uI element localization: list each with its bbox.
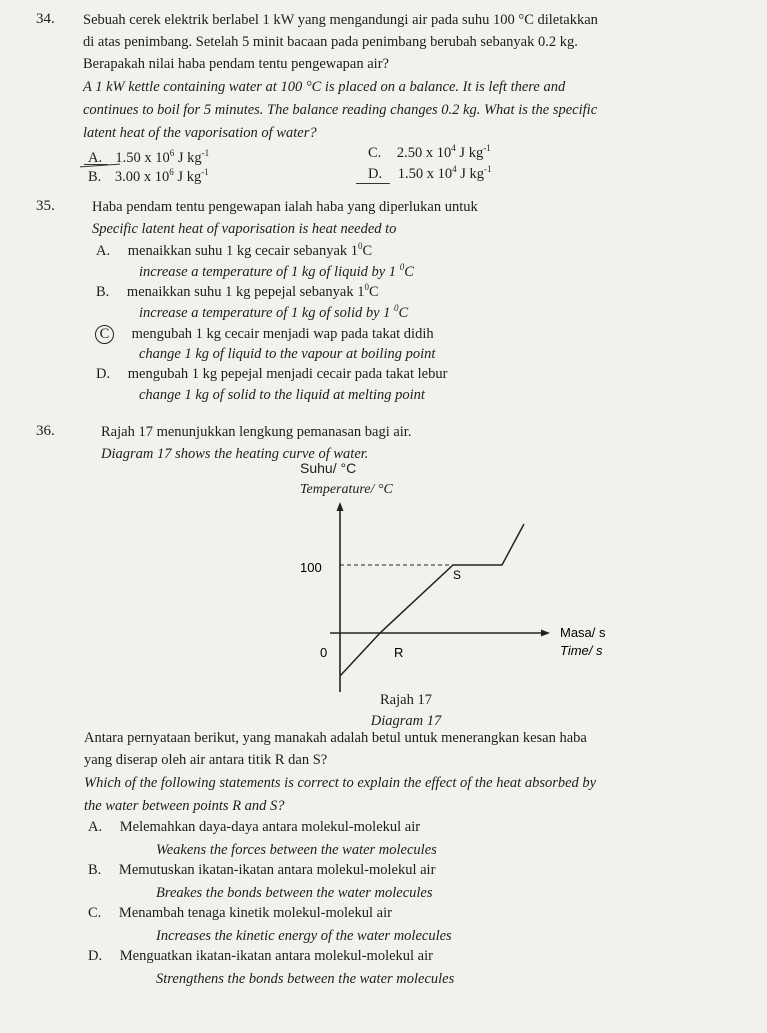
point-s-label: S: [453, 568, 462, 582]
q35-option-a-en: increase a temperature of 1 kg of liquid by 1 $^0$C: [139, 262, 414, 280]
q35-ms-stem: Haba pendam tentu pengewapan ialah haba yang diperlukan untuk: [92, 199, 478, 215]
x-label-en: Time/ s: [560, 643, 603, 658]
q35-option-b[interactable]: B. menaikkan suhu 1 kg pepejal sebanyak $1^0C$: [96, 282, 379, 300]
q36-en-question-line-2: the water between points R and S?: [84, 798, 285, 814]
q34-option-c-letter: C.: [368, 145, 382, 161]
q36-ms-question-line-2: yang diserap oleh air antara titik R dan S?: [84, 752, 328, 768]
diagram-y-label-ms: Suhu/ °C: [300, 460, 357, 476]
heating-curve: [340, 524, 524, 676]
q35-number: 35.: [36, 198, 55, 214]
q36-option-a[interactable]: A. Melemahkan daya-daya antara molekul-molekul air: [88, 819, 421, 835]
diagram-caption-ms: Rajah 17: [380, 692, 432, 708]
q36-option-c-en: Increases the kinetic energy of the water molecules: [156, 928, 452, 944]
q34-option-b[interactable]: B. 3.00 x $10^6$ J $kg^{-1}$: [88, 167, 209, 185]
heating-curve-diagram: [290, 500, 640, 700]
diagram-caption-en: Diagram 17: [370, 713, 442, 729]
q35-option-d-en: change 1 kg of solid to the liquid at melting point: [139, 387, 425, 403]
q35-option-b-en: increase a temperature of 1 kg of solid by 1 $^0$C: [139, 303, 409, 321]
origin-label: 0: [320, 645, 328, 660]
q36-option-d-en: Strengthens the bonds between the water molecules: [156, 971, 455, 987]
q34-option-d[interactable]: D. 1.50 x $10^4$ J $kg^{-1}$: [368, 164, 492, 182]
y-axis-arrow: [337, 502, 344, 511]
q34-en-line-3: latent heat of the vaporisation of water?: [83, 125, 317, 141]
point-r-label: R: [394, 645, 404, 660]
q35-option-c-en: change 1 kg of liquid to the vapour at boiling point: [139, 346, 436, 362]
q35-option-c[interactable]: C mengubah 1 kg cecair menjadi wap pada takat didih: [98, 325, 434, 344]
q34-option-c[interactable]: C. 2.50 x $10^4$ J $kg^{-1}$: [368, 143, 491, 161]
x-label-ms: Masa/ s: [560, 625, 606, 640]
q34-en-line-1: A 1 kW kettle containing water at 100 °C is placed on a balance. It is left there and: [83, 79, 566, 95]
q36-option-b-en: Breakes the bonds between the water molecules: [156, 885, 433, 901]
q36-en-stem: Diagram 17 shows the heating curve of water.: [101, 446, 369, 462]
q36-ms-stem: Rajah 17 menunjukkan lengkung pemanasan bagi air.: [101, 424, 412, 440]
q34-option-a[interactable]: A. 1.50 x $10^6$ J $kg^{-1}$: [88, 151, 209, 166]
q34-ms-line-2: di atas penimbang. Setelah 5 minit bacaan pada penimbang berubah sebanyak 0.2 kg.: [83, 34, 578, 50]
q34-number: 34.: [36, 11, 55, 27]
q36-option-a-en: Weakens the forces between the water molecules: [156, 842, 437, 858]
q34-option-d-letter: D.: [368, 166, 383, 182]
q34-ms-line-1: Sebuah cerek elektrik berlabel 1 kW yang mengandungi air pada suhu 100 °C diletakkan: [83, 12, 598, 28]
q34-en-line-2: continues to boil for 5 minutes. The balance reading changes 0.2 kg. What is the specific: [83, 102, 598, 118]
q35-en-stem: Specific latent heat of vaporisation is heat needed to: [92, 221, 397, 237]
q34-option-b-letter: B.: [88, 169, 102, 185]
q35-option-d[interactable]: D. mengubah 1 kg pepejal menjadi cecair pada takat lebur: [96, 366, 448, 382]
q35-option-a[interactable]: A. menaikkan suhu 1 kg cecair sebanyak $1^0C$: [96, 241, 373, 259]
q34-option-a-letter: A.: [88, 150, 103, 166]
q34-option-d-underline: [356, 183, 390, 184]
q35-option-c-circled-letter: C: [95, 325, 114, 344]
q36-number: 36.: [36, 423, 55, 439]
q36-en-question-line-1: Which of the following statements is correct to explain the effect of the heat absorbed by: [84, 775, 597, 791]
q36-option-c[interactable]: C. Menambah tenaga kinetik molekul-molekul air: [88, 905, 392, 921]
x-axis-arrow: [541, 630, 550, 637]
q36-option-d[interactable]: D. Menguatkan ikatan-ikatan antara molekul-molekul air: [88, 948, 433, 964]
q34-ms-line-3: Berapakah nilai haba pendam tentu pengewapan air?: [83, 56, 389, 72]
diagram-y-label-en: Temperature/ °C: [300, 482, 393, 497]
tick-100: 100: [300, 560, 322, 575]
q36-ms-question-line-1: Antara pernyataan berikut, yang manakah adalah betul untuk menerangkan kesan haba: [84, 730, 587, 746]
q36-option-b[interactable]: B. Memutuskan ikatan-ikatan antara molekul-molekul air: [88, 862, 436, 878]
